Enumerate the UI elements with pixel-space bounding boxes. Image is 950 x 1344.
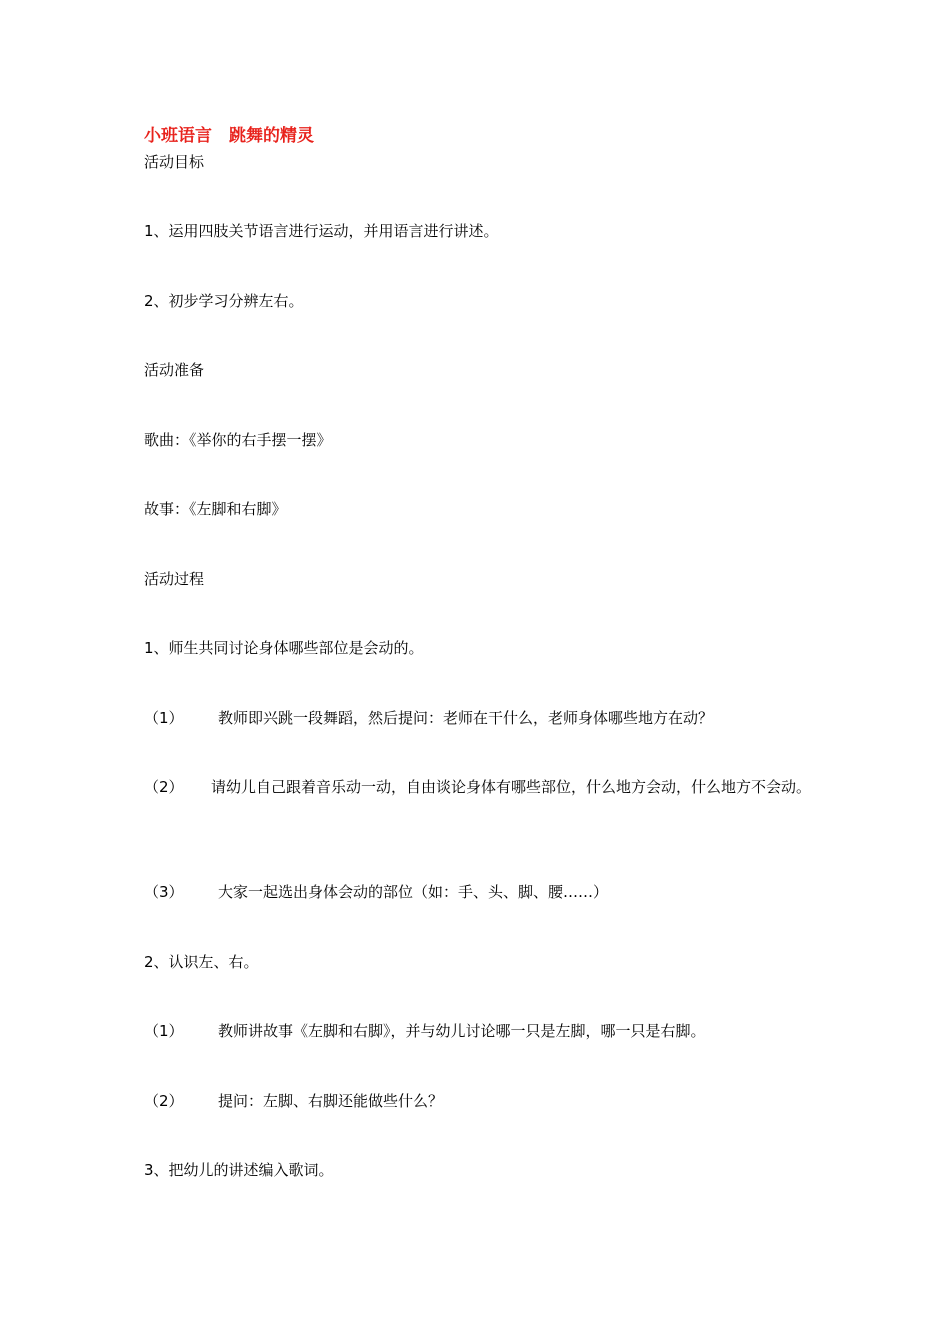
step-1-number: 1	[144, 639, 154, 657]
goal-item-1	[144, 221, 499, 241]
step-2-1	[144, 1021, 706, 1041]
step-3-number: 3	[144, 1161, 154, 1179]
step-2-1-text: 教师讲故事《左脚和右脚》，并与幼儿讨论哪一只是左脚，哪一只是右脚。	[218, 1022, 706, 1040]
goal-1-number: 1	[144, 222, 154, 240]
step-1-3-text: 大家一起选出身体会动的部位（如：手、头、脚、腰……）	[218, 883, 609, 901]
step-2-2-text: 提问：左脚、右脚还能做些什么？	[218, 1092, 444, 1110]
step-1-2-label: （2）	[144, 778, 184, 796]
step-2-2	[144, 1091, 443, 1111]
step-3-text: 、把幼儿的讲述编入歌词。	[153, 1161, 334, 1179]
step-1-text: 、师生共同讨论身体哪些部位是会动的。	[153, 639, 424, 657]
step-item-1	[144, 638, 424, 658]
heading-preparation: 活动准备	[144, 361, 205, 379]
heading-process: 活动过程	[144, 570, 205, 588]
step-2-text: 、认识左、右。	[153, 953, 259, 971]
goal-2-text: 、初步学习分辨左右。	[153, 292, 304, 310]
step-1-3	[144, 882, 608, 902]
step-1-1-text: 教师即兴跳一段舞蹈，然后提问：老师在干什么，老师身体哪些地方在动？	[218, 709, 714, 727]
goal-item-2	[144, 291, 304, 311]
goal-1-text: 、运用四肢关节语言进行运动，并用语言进行讲述。	[153, 222, 499, 240]
step-1-3-label: （3）	[144, 883, 184, 901]
document-title: 小班语言 跳舞的精灵	[144, 126, 314, 146]
prep-story: 故事：《左脚和右脚》	[144, 500, 287, 518]
step-2-1-label: （1）	[144, 1022, 184, 1040]
step-item-2	[144, 952, 259, 972]
step-1-2-text: 请幼儿自己跟着音乐动一动，自由谈论身体有哪些部位，什么地方会动，什么地方不会动。	[211, 778, 812, 796]
heading-goals: 活动目标	[144, 153, 205, 171]
step-2-2-label: （2）	[144, 1092, 184, 1110]
step-1-1-label: （1）	[144, 709, 184, 727]
goal-2-number: 2	[144, 292, 154, 310]
step-1-1	[144, 708, 713, 728]
step-2-number: 2	[144, 953, 154, 971]
step-item-3	[144, 1160, 334, 1180]
step-1-2	[144, 770, 812, 804]
prep-song: 歌曲：《举你的右手摆一摆》	[144, 431, 332, 449]
